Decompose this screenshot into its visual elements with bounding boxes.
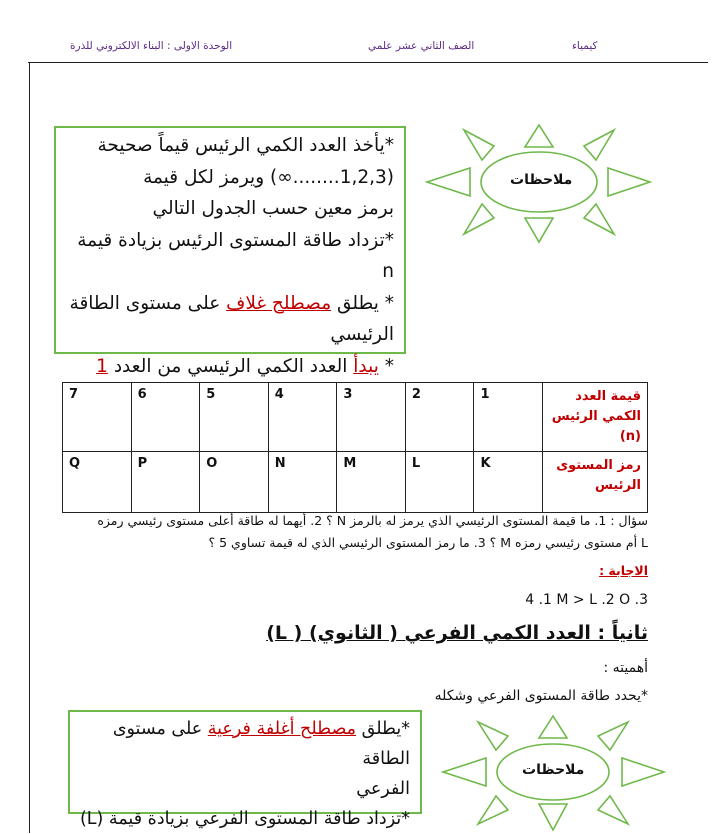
note1-line2: (1,2,3........∞) ويرمز لكل قيمة — [143, 166, 394, 188]
table-cell: 3 — [337, 383, 406, 452]
importance-text: *يحدد طاقة المستوى الفرعي وشكله — [434, 688, 648, 704]
header-unit: الوحدة الاولى : البناء الالكتروني للذرة — [70, 40, 233, 52]
note1-line1: *يأخذ العدد الكمي الرئيس قيماً صحيحة — [97, 135, 394, 156]
table-cell: K — [474, 452, 543, 513]
table-cell: 2 — [405, 383, 474, 452]
note1-line4: *تزداد طاقة المستوى الرئيس بزيادة قيمة n — [77, 229, 394, 282]
sun-label-1: ملاحظات — [510, 172, 573, 188]
table-cell: O — [200, 452, 269, 513]
answer-label: الاجابة : — [599, 563, 648, 578]
quantum-levels-table — [62, 382, 648, 513]
question-line1: سؤال : 1. ما قيمة المستوى الرئيسي الذي يرمز له بالرمز N ؟ 2. أيهما له طاقة أعلى مستوى رئيسي رمزه — [97, 513, 648, 528]
table-cell: Q — [63, 452, 132, 513]
table-cell: 6 — [131, 383, 200, 452]
note2-line3: *تزداد طاقة المستوى الفرعي بزيادة قيمة (L) — [79, 809, 410, 829]
table-cell: 5 — [200, 383, 269, 452]
note1-line5-pre: * يطلق — [331, 292, 394, 314]
question-line2: L أم مستوى رئيسي رمزه M ؟ 3. ما رمز المستوى الرئيسي الذي له قيمة تساوي 5 ؟ — [208, 535, 648, 550]
note2-line2: الفرعي — [356, 779, 410, 799]
note1-line6: الرئيسي — [330, 324, 394, 345]
header-divider — [28, 62, 708, 63]
table-cell: P — [131, 452, 200, 513]
table-row — [63, 452, 648, 513]
row-header-n: قيمة العدد الكمي الرئيس (n) — [543, 383, 648, 452]
note2-line1-pre: *يطلق — [356, 719, 410, 739]
table-cell: 4 — [268, 383, 337, 452]
importance-label: أهميته : — [603, 660, 648, 676]
table-cell: N — [268, 452, 337, 513]
note1-line5-post: على مستوى الطاقة — [69, 292, 227, 314]
answer-text: 4 .1 M > L .2 O .3 — [525, 592, 648, 608]
note2-line1 — [76, 714, 410, 774]
term-subshells: مصطلح أغلفة فرعية — [207, 719, 357, 739]
header-grade: الصف الثاني عشر علمي — [368, 40, 475, 52]
table-cell: L — [405, 452, 474, 513]
word-starts: يبدأ — [353, 355, 379, 377]
note1-line7-mid: العدد الكمي الرئيسي من العدد — [107, 355, 354, 377]
section2-title: ثانياً : العدد الكمي الفرعي ( الثانوي) ( L) — [266, 622, 648, 644]
note-box-1 — [54, 126, 406, 377]
header-subject: كيمياء — [572, 40, 598, 52]
term-shell: مصطلح غلاف — [226, 292, 332, 314]
row-header-symbol: رمز المستوى الرئيس — [543, 452, 648, 513]
page-left-border — [29, 62, 30, 833]
table-cell: 7 — [63, 383, 132, 452]
sun-label-2: ملاحظات — [522, 762, 585, 778]
note1-line7 — [62, 351, 394, 383]
note1-line5 — [62, 288, 394, 320]
note2-line1-post: على مستوى الطاقة — [112, 719, 410, 769]
note1-line7-pre: * — [378, 355, 394, 377]
note-box-2 — [68, 710, 422, 829]
table-cell: M — [337, 452, 406, 513]
number-one: 1 — [96, 355, 108, 377]
note1-line3: برمز معين حسب الجدول التالي — [152, 198, 394, 219]
table-cell: 1 — [474, 383, 543, 452]
table-row — [63, 383, 648, 452]
